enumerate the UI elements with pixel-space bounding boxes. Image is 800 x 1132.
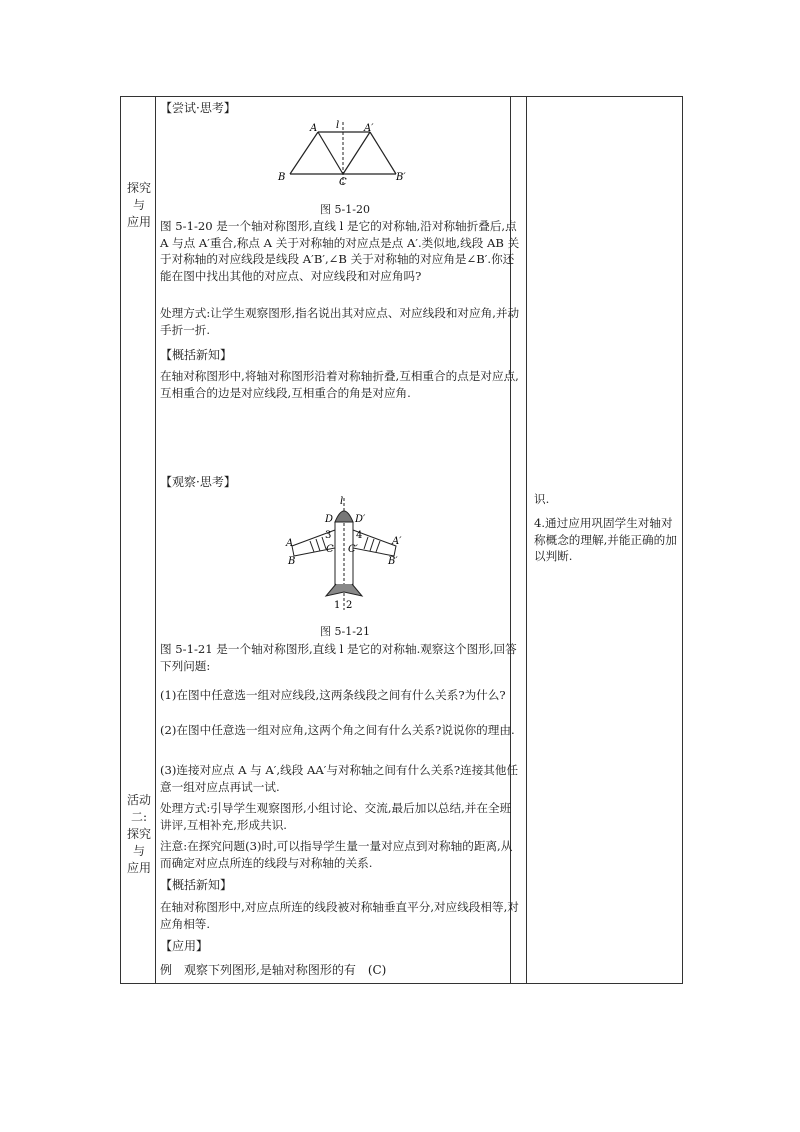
figure-5-1-21 [280,494,408,614]
seg-AB [290,132,318,174]
label-2: 2 [346,600,353,611]
method-paragraph-2: 处理方式:引导学生观察图形,小组讨论、交流,最后加以总结,并在全班讲评,互相补充,形成共识. [160,801,512,832]
figure-caption-5-1-20: 图 5-1-20 [320,203,370,216]
label-D: D [325,514,334,525]
label-B: B [278,172,286,183]
section-label-explore: 探究 与 应用 [126,181,151,229]
observe-think-header: 【观察·思考】 [160,475,236,489]
summary-header-2: 【概括新知】 [160,878,233,892]
try-think-header: 【尝试·思考】 [160,101,236,115]
question-3: (3)连接对应点 A 与 A′,线段 AA′与对称轴之间有什么关系?连接其他任意一组对应点再试一试. [160,763,519,794]
method-paragraph: 处理方式:让学生观察图形,指名说出其对应点、对应线段和对应角,并动手折一折. [160,306,520,337]
label-B: B [288,556,296,567]
label-C-prime: C′ [348,544,358,555]
table-bottom-border [120,983,683,984]
label-B-prime: B′ [396,172,406,183]
seg-A2C [343,132,370,174]
application-header: 【应用】 [160,939,209,953]
summary-header: 【概括新知】 [160,348,233,362]
table-top-border [120,96,683,97]
question-paragraph: 图 5-1-20 是一个轴对称图形,直线 l 是它的对称轴,沿对称轴折叠后,点 A 与点 A′重合,称点 A 关于对称轴的对应点是点 A′.类似地,线段 AB 关于对称轴的对应线段是线段 A′B′,∠B 关于对称轴的对应角是∠B′.你还能在图中找出其他的对应点、对应线段和对应角吗? [160,219,520,283]
figure-5-1-20 [272,118,412,190]
nose-cockpit [335,511,353,522]
label-l: l [340,496,344,507]
summary-paragraph: 在轴对称图形中,将轴对称图形沿着对称轴折叠,互相重合的点是对应点,互相重合的边是对应线段,互相重合的角是对应角. [160,369,519,400]
label-4: 4 [356,530,363,541]
label-1: 1 [334,600,341,611]
label-A-prime: A′ [364,123,374,134]
label-A: A [310,123,318,134]
label-3: 3 [325,530,332,541]
label-B-prime: B′ [388,556,398,567]
example-line: 例 观察下列图形,是轴对称图形的有 (C) [160,963,387,977]
label-A: A [286,538,294,549]
label-C: C [326,544,334,555]
question-1: (1)在图中任意选一组对应线段,这两条线段之间有什么关系?为什么? [160,688,506,702]
summary-paragraph-2: 在轴对称图形中,对应点所连的线段被对称轴垂直平分,对应线段相等,对应角相等. [160,900,519,931]
column-divider-right [526,96,527,984]
seg-A2B2 [370,132,396,174]
label-C: C [339,177,347,188]
note-paragraph: 注意:在探究问题(3)时,可以指导学生量一量对应点到对称轴的距离,从而确定对应点所连的线段与对称轴的关系. [160,839,513,870]
question-2: (2)在图中任意选一组对应角,这两个角之间有什么关系?说说你的理由. [160,723,515,737]
side-note-2: 4.通过应用巩固学生对轴对称概念的理解,并能正确的加以判断. [534,516,677,564]
label-D-prime: D′ [355,514,366,525]
label-A-prime: A′ [392,536,402,547]
figure-caption-5-1-21: 图 5-1-21 [320,625,370,638]
seg-AC [318,132,343,174]
label-l: l [336,120,340,131]
intro-paragraph: 图 5-1-21 是一个轴对称图形,直线 l 是它的对称轴.观察这个图形,回答下列问题: [160,642,517,673]
section-label-activity-two: 活动 二: 探究 与 应用 [126,793,151,875]
side-note-1: 识. [534,492,550,506]
